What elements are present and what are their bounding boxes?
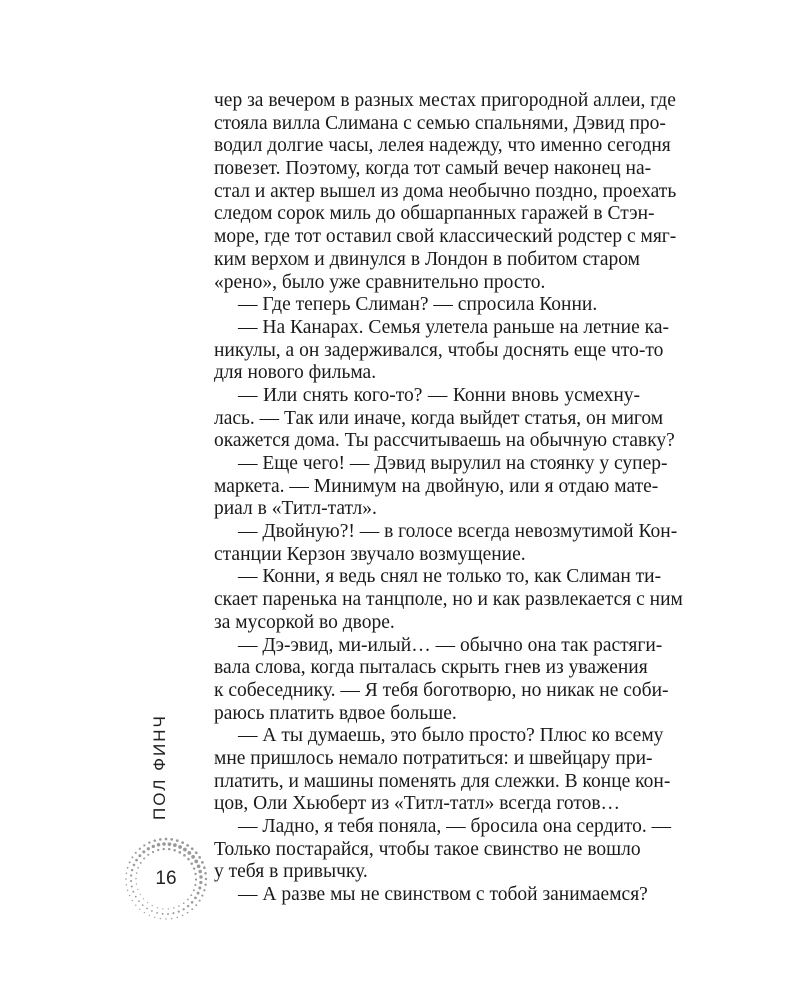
text-line: — Дэ-эвид, ми-илый… — обычно она так растяги-: [238, 634, 663, 656]
text-line: у тебя в привычку.: [214, 861, 368, 883]
text-line: станции Керзон звучало возмущение.: [214, 543, 526, 565]
text-line: Только постарайся, чтобы такое свинство не вошло: [214, 838, 641, 860]
text-line: окажется дома. Ты рассчитываешь на обычную ставку?: [214, 430, 675, 452]
text-line: — Конни, я ведь снял не только то, как Слиман ти-: [238, 566, 662, 588]
text-line: «рено», было уже сравнительно просто.: [214, 271, 546, 293]
text-line: к собеседнику. — Я тебя боготворю, но никак не соби-: [214, 679, 669, 701]
text-line: — А ты думаешь, это было просто? Плюс ко всему: [238, 725, 664, 747]
text-line: маркета. — Минимум на двойную, или я отдаю мате-: [214, 475, 659, 497]
page-number-badge: [123, 836, 209, 922]
text-line: платить, и машины поменять для слежки. В конце кон-: [214, 770, 671, 792]
text-line: лась. — Так или иначе, когда выйдет статья, он мигом: [214, 407, 664, 429]
text-line: — Где теперь Слиман? — спросила Конни.: [238, 294, 598, 316]
text-line: цов, Оли Хьюберт из «Титл-татл» всегда готов…: [214, 793, 621, 815]
text-line: стал и актер вышел из дома необычно поздно, проехать: [214, 180, 677, 202]
text-line: ким верхом и двинулся в Лондон в побитом старом: [214, 248, 640, 270]
body-text: [214, 90, 683, 907]
text-line: — Двойную?! — в голосе всегда невозмутимой Кон-: [238, 521, 678, 543]
text-line: никулы, а он задерживался, чтобы доснять еще что-то: [214, 339, 664, 361]
text-line: — А разве мы не свинством с тобой занимаемся?: [238, 884, 648, 906]
text-line: скает паренька на танцполе, но и как развлекается с ним: [214, 589, 683, 611]
text-line: — Ладно, я тебя поняла, — бросила она сердито. —: [238, 816, 672, 837]
text-line: чер за вечером в разных местах пригородной аллеи, где: [214, 90, 676, 111]
text-line: для нового фильма.: [214, 362, 377, 384]
text-line: море, где тот оставил свой классический родстер с мяг-: [214, 226, 677, 248]
text-line: за мусоркой во дворе.: [214, 611, 395, 633]
text-line: повезет. Поэтому, когда тот самый вечер наконец на-: [214, 158, 652, 180]
text-line: водил долгие часы, лелея надежду, что именно сегодня: [214, 135, 671, 157]
text-line: — Еще чего! — Дэвид вырулил на стоянку у супер-: [238, 453, 668, 474]
text-line: — Или снять кого-то? — Конни вновь усмехну-: [238, 384, 640, 406]
text-line: вала слова, когда пыталась скрыть гнев из уважения: [214, 657, 648, 679]
page-number: 16: [155, 868, 177, 889]
running-head-author: ПОЛ ФИНЧ: [150, 714, 169, 820]
text-line: раюсь платить вдвое больше.: [214, 702, 457, 724]
text-line: следом сорок миль до обшарпанных гаражей в Стэн-: [214, 203, 655, 225]
text-line: стояла вилла Слимана с семью спальнями, Дэвид про-: [214, 112, 666, 134]
text-line: — На Канарах. Семья улетела раньше на летние ка-: [238, 316, 669, 338]
text-line: риал в «Титл-татл».: [214, 498, 377, 520]
text-line: мне пришлось немало потратиться: и швейцару при-: [214, 747, 653, 769]
